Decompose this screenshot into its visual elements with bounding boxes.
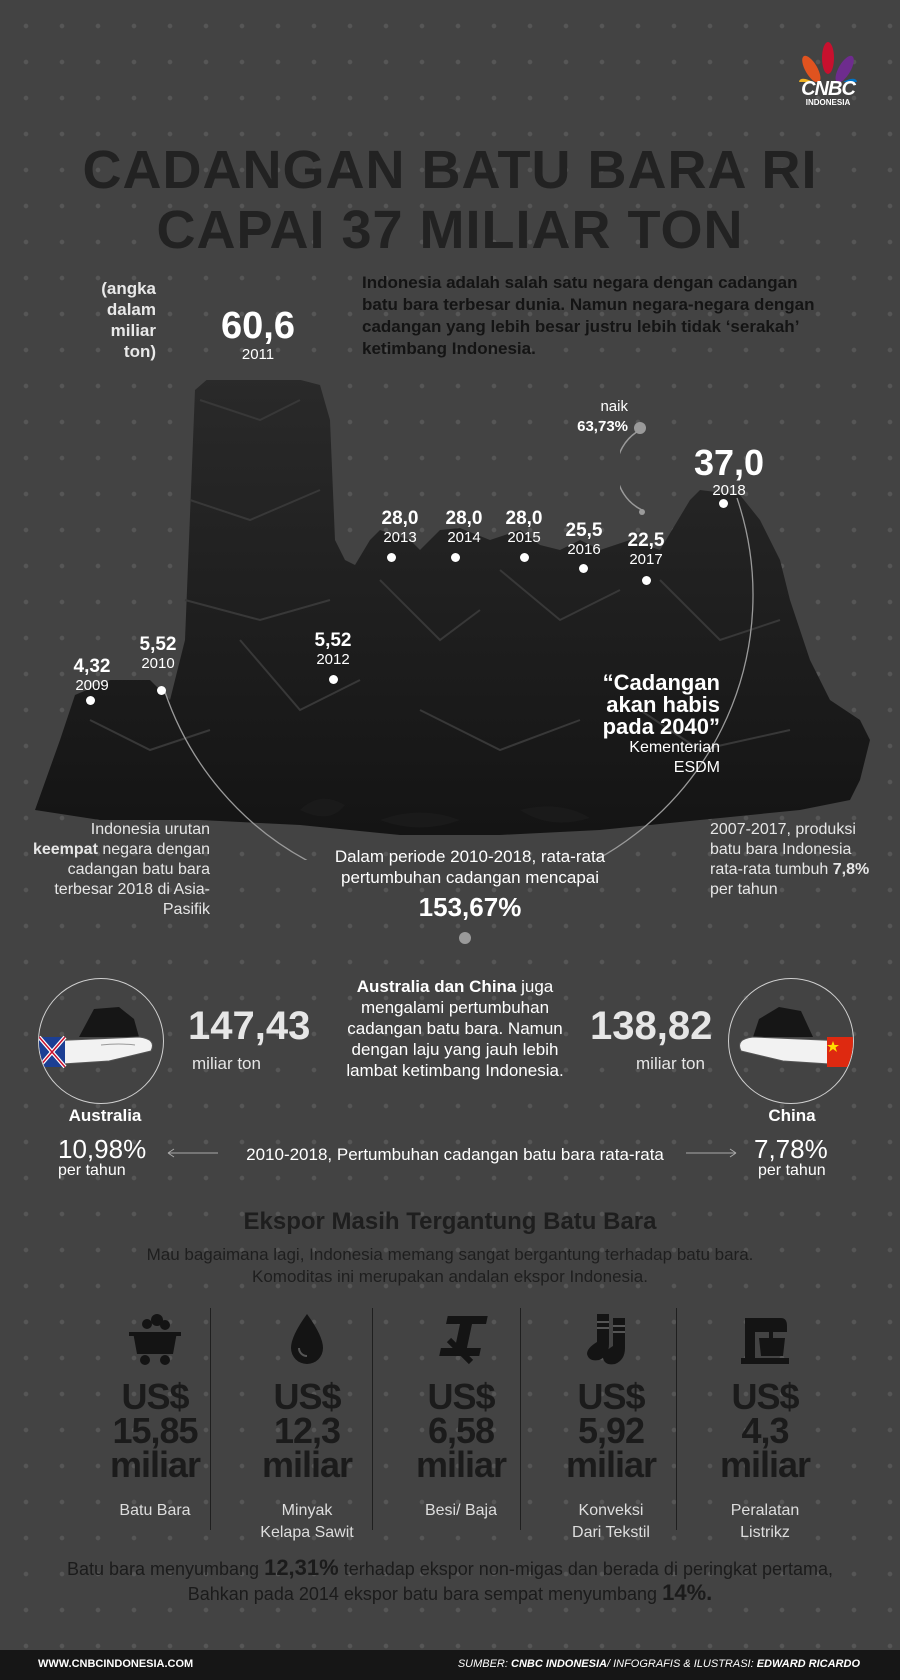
center-note: Dalam periode 2010-2018, rata-rata pertumbuhan cadangan mencapai [334,847,606,887]
website-link[interactable]: WWW.CNBCINDONESIA.COM [38,1658,194,1670]
year-label: 2009 [75,677,109,694]
logo-text: CNBC [801,78,855,100]
title-line-2: CAPAI 37 MILIAR TON [156,200,744,260]
quote-text: “Cadangan akan habis pada 2040” [602,670,720,739]
quote-source-line: Kementerian [629,739,720,756]
year-label: 2015 [507,529,541,546]
credit-author: EDWARD RICARDO [756,1658,860,1670]
year-label: 2014 [447,529,481,546]
china-unit: miliar ton [636,1054,705,1073]
unit-note-line: ton) [123,342,156,361]
title-line-1: CADANGAN BATU BARA RI [82,140,818,200]
export-item [690,1310,840,1544]
data-point-2009 [86,696,95,705]
credit-label: / INFOGRAFIS & ILUSTRASI: [606,1658,754,1670]
export-currency: US$ [427,1376,495,1417]
australia-growth: 10,98% [58,1134,147,1164]
comparison-body: juga mengalami pertumbuhan cadangan batu bara. Namun dengan laju yang jauh lebih lambat ketimbang Indonesia. [346,977,564,1080]
divider [210,1308,211,1530]
data-label-2012 [273,630,393,668]
china-coal-hand-icon [728,978,854,1104]
australia-coal-hand-icon [38,978,164,1104]
source-name: CNBC INDONESIA [511,1658,607,1670]
data-point-2018 [719,499,728,508]
unit-note [60,278,156,362]
export-value: 6,58 [427,1410,495,1451]
footer-text-part: Batu bara menyumbang [66,1559,260,1579]
right-note-bold: 7,8% [832,861,870,878]
export-unit: miliar [109,1444,201,1485]
china-reserve-value: 138,82 [590,1004,713,1048]
data-point-2014 [451,553,460,562]
australia-label: Australia [68,1106,142,1125]
data-label-2018 [669,444,789,499]
data-value: 60,6 [221,305,295,347]
export-unit: miliar [261,1444,353,1485]
export-item [232,1310,382,1544]
right-note [710,820,870,900]
data-point-2012 [329,675,338,684]
data-value: 25,5 [565,520,603,541]
naik-label: naik [600,398,628,415]
naik-pct: 63,73% [577,418,628,435]
comparison-text [340,976,570,1081]
export-label-line: Kelapa Sawit [260,1524,354,1541]
quote-source [560,738,720,778]
year-label: 2011 [241,346,275,363]
year-label: 2013 [383,529,417,546]
data-value: 37,0 [693,442,765,483]
data-point-2017 [642,576,651,585]
divider [372,1308,373,1530]
export-item [536,1310,686,1544]
data-point-2013 [387,553,396,562]
export-value: 12,3 [273,1410,341,1451]
export-value: 5,92 [577,1410,645,1451]
year-label: 2018 [712,482,746,499]
export-label [232,1500,382,1544]
peacock-icon [788,38,868,82]
export-item [80,1310,230,1522]
left-note-text: Indonesia urutan [90,821,210,838]
export-unit: miliar [415,1444,507,1485]
left-note-bold: keempat [32,841,98,858]
export-section-title: Ekspor Masih Tergantung Batu Bara [243,1208,657,1235]
unit-note-line: (angka [101,279,156,298]
australia-per-year: per tahun [58,1162,126,1179]
mine-cart-icon [80,1310,230,1368]
year-label: 2012 [316,651,350,668]
unit-note-line: miliar [110,321,156,340]
data-value: 22,5 [627,530,665,551]
comparison-bold: Australia dan China [356,977,517,996]
page-title [30,140,870,260]
center-growth-value: 153,67% [418,892,522,922]
right-note-text: 2007-2017, produksi batu bara Indonesia rata-rata tumbuh [710,821,856,878]
left-note [30,820,210,920]
export-value: 15,85 [112,1410,198,1451]
unit-note-line: dalam [106,300,156,319]
footer-text [60,1556,840,1606]
logo-subtext: INDONESIA [805,98,851,107]
export-currency: US$ [731,1376,799,1417]
export-label-line: Dari Tekstil [572,1524,650,1541]
divider [520,1308,521,1530]
data-label-2010 [98,634,218,672]
export-currency: US$ [577,1376,645,1417]
australia-unit: miliar ton [192,1054,261,1073]
australia-reserve-value: 147,43 [188,1004,311,1048]
export-label-line: Peralatan [730,1502,800,1519]
socks-icon [536,1310,686,1368]
source-credit [458,1658,860,1670]
export-label [536,1500,686,1544]
export-section-subtitle [90,1244,810,1288]
export-label-line: Konveksi [578,1502,644,1519]
export-unit: miliar [565,1444,657,1485]
export-label-line: Listrikz [740,1524,790,1541]
right-note-text: per tahun [710,881,778,898]
export-subtitle-line: Komoditas ini merupakan andalan ekspor Indonesia. [252,1267,648,1286]
growth-line-text: 2010-2018, Pertumbuhan cadangan batu bara rata-rata [246,1145,664,1164]
china-per-year: per tahun [758,1162,826,1179]
year-label: 2016 [567,541,601,558]
year-label: 2017 [629,551,663,568]
data-value: 4,32 [73,656,111,677]
data-point-2010 [157,686,166,695]
footer-text-part: pertama, Bahkan pada 2014 ekspor batu bara sempat menyumbang [187,1559,834,1604]
footer-text-part: terhadap ekspor non-migas dan berada di peringkat [343,1559,757,1579]
export-subtitle-line: Mau bagaimana lagi, Indonesia memang sangat bergantung terhadap batu bara. [146,1245,754,1264]
export-label-line: Minyak [281,1502,333,1519]
data-value: 28,0 [445,508,483,529]
export-value: 4,3 [741,1410,789,1451]
data-label-2011 [198,306,318,363]
export-currency: US$ [121,1376,189,1417]
export-unit: miliar [719,1444,811,1485]
china-growth: 7,78% [754,1134,828,1164]
cnbc-logo [788,38,868,108]
china-label: China [768,1106,816,1125]
data-value: 5,52 [314,630,352,651]
data-value: 28,0 [381,508,419,529]
intro-text: Indonesia adalah salah satu negara dengan cadangan batu bara terbesar dunia. Namun negara-negara dengan cadangan yang lebih besar justru lebih tidak ‘serakah’ ketimbang Indonesia. [362,273,815,358]
stand-mixer-icon [690,1310,840,1368]
footer-text-bold: 12,31% [264,1555,339,1580]
data-value: 5,52 [139,634,177,655]
export-item [386,1310,536,1522]
year-label: 2010 [141,655,175,672]
footer-text-bold: 14%. [662,1580,713,1605]
export-label: Besi/ Baja [424,1502,498,1519]
data-value: 28,0 [505,508,543,529]
steel-beam-icon [386,1310,536,1368]
export-currency: US$ [273,1376,341,1417]
oil-drop-icon [232,1310,382,1368]
arc-marker [459,932,471,944]
export-label: Batu Bara [119,1502,191,1519]
export-label [690,1500,840,1544]
data-label-2017 [586,530,706,568]
source-label: SUMBER: [457,1658,508,1670]
divider [676,1308,677,1530]
left-note-text: negara dengan cadangan batu bara terbesar 2018 di Asia-Pasifik [54,841,210,918]
quote-source-line: ESDM [673,759,720,776]
